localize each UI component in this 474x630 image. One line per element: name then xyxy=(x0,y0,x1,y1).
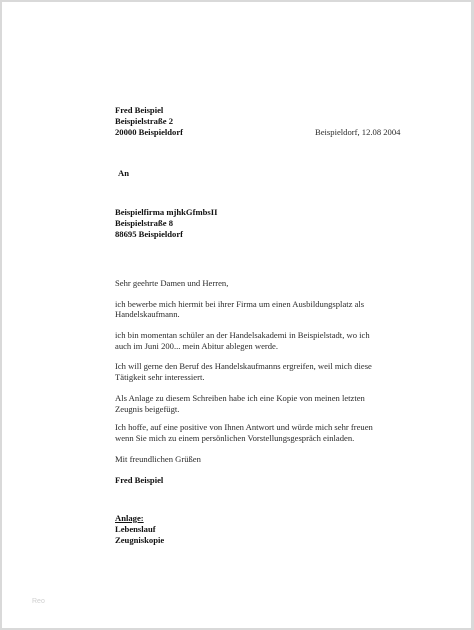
paragraph-1-line-1: ich bewerbe mich hiermit bei ihrer Firma um einen Ausbildungsplatz als xyxy=(115,299,365,309)
attachment-item: Lebenslauf xyxy=(115,524,156,534)
watermark: Reo xyxy=(32,598,45,605)
salutation: Sehr geehrte Damen und Herren, xyxy=(115,278,229,288)
paragraph-2-line-2: auch im Juni 200... mein Abitur ablegen werde. xyxy=(115,341,279,351)
recipient-company: Beispielfirma mjhkGfmbsII xyxy=(115,207,218,217)
place-date: Beispieldorf, 12.08 2004 xyxy=(315,127,401,137)
recipient-street: Beispielstraße 8 xyxy=(115,218,174,228)
letter-page xyxy=(2,2,471,628)
sender-street: Beispielstraße 2 xyxy=(115,116,174,126)
paragraph-2-line-1: ich bin momentan schüler an der Handelsakademi in Beispielstadt, wo ich xyxy=(115,330,370,340)
paragraph-5-line-2: wenn Sie mich zu einem persönlichen Vorstellungsgespräch einladen. xyxy=(115,433,355,443)
paragraph-1-line-2: Handelskaufmann. xyxy=(115,309,180,319)
paragraph-5-line-1: Ich hoffe, auf eine positive von Ihnen Antwort und würde mich sehr freuen xyxy=(115,422,373,432)
closing: Mit freundlichen Grüßen xyxy=(115,454,201,464)
paragraph-3-line-2: Tätigkeit sehr interessiert. xyxy=(115,372,205,382)
paragraph-3-line-1: Ich will gerne den Beruf des Handelskaufmanns ergreifen, weil mich diese xyxy=(115,361,372,371)
attachment-item: Zeugniskopie xyxy=(115,535,165,545)
recipient-city: 88695 Beispieldorf xyxy=(115,229,184,239)
to-label: An xyxy=(118,168,129,178)
paragraph-4-line-1: Als Anlage zu diesem Schreiben habe ich eine Kopie von meinen letzten xyxy=(115,393,365,403)
sender-name: Fred Beispiel xyxy=(115,105,164,115)
attachments-label: Anlage: xyxy=(115,513,144,523)
signature: Fred Beispiel xyxy=(115,475,164,485)
sender-city: 20000 Beispieldorf xyxy=(115,127,184,137)
paragraph-4-line-2: Zeugnis beigefügt. xyxy=(115,404,180,414)
